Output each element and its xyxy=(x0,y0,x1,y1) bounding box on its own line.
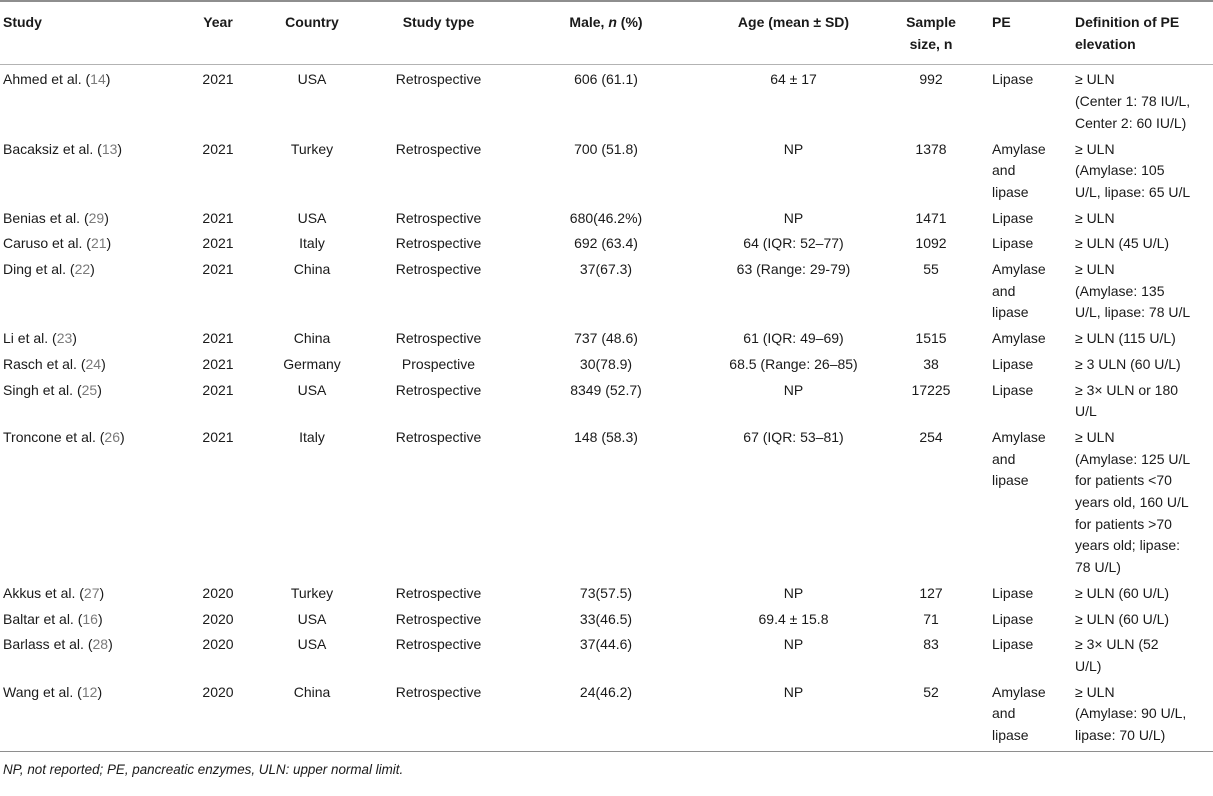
study-cell xyxy=(0,423,183,579)
year-cell: 2020 xyxy=(202,610,234,627)
study-name: Ding et al. ( xyxy=(3,261,75,278)
study-type-cell: Retrospective xyxy=(395,71,482,88)
pe-line: Lipase xyxy=(992,355,1034,372)
definition-cell xyxy=(1072,605,1213,631)
reference-close: ) xyxy=(106,235,112,252)
definition-line: ≥ ULN (60 U/L) xyxy=(1075,584,1170,601)
pe-cell xyxy=(981,630,1072,677)
definition-line: (Amylase: 90 U/L, xyxy=(1075,705,1187,722)
study-name: Bacaksiz et al. ( xyxy=(3,140,102,157)
pe-line: and xyxy=(992,450,1016,467)
definition-line: U/L, lipase: 78 U/L xyxy=(1075,304,1191,321)
pe-cell xyxy=(981,423,1072,579)
study-name: Ahmed et al. ( xyxy=(3,71,91,88)
pe-line: lipase xyxy=(992,472,1029,489)
table-row xyxy=(0,324,1213,350)
age-cell: 68.5 (Range: 26–85) xyxy=(729,355,858,372)
reference-link[interactable]: 22 xyxy=(74,261,91,278)
pe-line: and xyxy=(992,162,1016,179)
study-cell xyxy=(0,605,183,631)
male-cell: 148 (58.3) xyxy=(574,428,638,445)
age-cell: NP xyxy=(706,678,881,752)
pe-line: Amylase xyxy=(992,140,1046,157)
definition-line: 78 U/L) xyxy=(1075,559,1121,576)
study-type-cell: Retrospective xyxy=(395,330,482,347)
pe-line: Amylase xyxy=(992,683,1046,700)
sample-size-cell: 83 xyxy=(923,636,939,653)
table-row xyxy=(0,423,1213,579)
reference-close: ) xyxy=(97,683,103,700)
study-name: Li et al. ( xyxy=(3,330,57,347)
definition-cell xyxy=(1072,376,1213,423)
sample-size-cell: 17225 xyxy=(911,381,951,398)
study-type-cell: Retrospective xyxy=(395,140,482,157)
reference-link[interactable]: 12 xyxy=(81,683,98,700)
sample-size-cell: 71 xyxy=(923,610,939,627)
study-type-cell: Retrospective xyxy=(395,428,482,445)
header-male-prefix: Male, xyxy=(569,14,609,30)
pe-line: lipase xyxy=(992,727,1029,744)
header-definition-line1: Definition of PE xyxy=(1075,14,1180,30)
sample-size-cell: 52 xyxy=(881,678,981,752)
table-row xyxy=(0,135,1213,204)
age-cell: NP xyxy=(783,140,804,157)
study-name: Caruso et al. ( xyxy=(3,235,91,252)
country-cell: Italy xyxy=(299,235,325,252)
reference-close: ) xyxy=(97,381,102,398)
male-cell: 30(78.9) xyxy=(579,355,633,372)
definition-cell xyxy=(1072,324,1213,350)
definition-cell xyxy=(1072,630,1213,677)
age-cell: NP xyxy=(783,381,804,398)
reference-close: ) xyxy=(120,428,125,445)
table-row xyxy=(0,579,1213,605)
country-cell: Germany xyxy=(283,355,341,372)
definition-line: (Amylase: 125 U/L xyxy=(1075,450,1191,467)
age-cell: NP xyxy=(783,584,804,601)
header-definition xyxy=(1072,1,1213,65)
definition-line: U/L xyxy=(1075,403,1097,420)
study-type-cell: Retrospective xyxy=(395,610,482,627)
male-cell: 73(57.5) xyxy=(579,584,633,601)
header-sample-line2: size, n xyxy=(909,35,953,52)
reference-close: ) xyxy=(99,584,105,601)
country-cell: USA xyxy=(297,71,327,88)
pe-line: Lipase xyxy=(992,636,1034,653)
age-cell: 63 (Range: 29-79) xyxy=(736,261,851,278)
table-row xyxy=(0,65,1213,135)
pe-cell xyxy=(981,605,1072,631)
pe-line: Amylase xyxy=(992,428,1046,445)
definition-line: ≥ ULN xyxy=(1075,140,1115,157)
year-cell: 2021 xyxy=(202,381,234,398)
pe-line: Lipase xyxy=(992,381,1034,398)
table-row xyxy=(0,255,1213,324)
reference-close: ) xyxy=(101,355,106,372)
study-name: Troncone et al. ( xyxy=(3,428,105,445)
header-year: Year xyxy=(183,1,253,65)
pe-cell xyxy=(981,350,1072,376)
age-cell: 61 (IQR: 49–69) xyxy=(743,330,844,347)
reference-link[interactable]: 25 xyxy=(81,381,98,398)
study-cell xyxy=(0,255,183,324)
pe-cell xyxy=(981,255,1072,324)
pe-line: Amylase xyxy=(992,261,1046,278)
country-cell: Turkey xyxy=(290,140,334,157)
reference-link[interactable]: 26 xyxy=(104,428,120,445)
sample-size-cell: 38 xyxy=(923,355,939,372)
reference-link[interactable]: 21 xyxy=(90,235,107,252)
male-cell: 37(67.3) xyxy=(579,261,633,278)
study-name: Singh et al. ( xyxy=(3,381,82,398)
study-type-cell: Prospective xyxy=(401,355,476,372)
header-sample-size xyxy=(881,1,981,65)
year-cell: 2021 xyxy=(202,140,234,157)
reference-close: ) xyxy=(72,330,77,347)
reference-close: ) xyxy=(105,71,111,88)
male-cell: 692 (63.4) xyxy=(574,235,638,252)
header-male xyxy=(506,1,706,65)
reference-link[interactable]: 27 xyxy=(83,584,100,601)
definition-line: (Amylase: 105 xyxy=(1075,162,1165,179)
table-row xyxy=(0,678,1213,752)
pe-cell xyxy=(981,135,1072,204)
reference-link[interactable]: 28 xyxy=(92,636,109,653)
male-cell: 606 (61.1) xyxy=(574,71,638,88)
pe-cell xyxy=(981,579,1072,605)
reference-link[interactable]: 24 xyxy=(85,355,102,372)
year-cell: 2021 xyxy=(202,71,234,88)
pe-cell xyxy=(981,229,1072,255)
reference-close: ) xyxy=(90,261,95,278)
study-name: Baltar et al. ( xyxy=(3,610,83,627)
definition-line: ≥ 3 ULN (60 U/L) xyxy=(1075,355,1181,372)
table-row xyxy=(0,350,1213,376)
definition-cell xyxy=(1072,255,1213,324)
pe-line: lipase xyxy=(992,304,1029,321)
definition-line: U/L) xyxy=(1075,657,1102,674)
year-cell: 2021 xyxy=(202,330,234,347)
country-cell: USA xyxy=(297,209,327,226)
pe-line: Lipase xyxy=(992,71,1034,88)
definition-cell xyxy=(1072,135,1213,204)
year-cell: 2021 xyxy=(202,235,234,252)
study-cell xyxy=(0,678,183,752)
header-pe: PE xyxy=(981,1,1072,65)
sample-size-cell: 127 xyxy=(919,584,943,601)
country-cell: China xyxy=(293,330,331,347)
definition-cell xyxy=(1072,204,1213,230)
male-cell: 37(44.6) xyxy=(579,636,633,653)
year-cell: 2021 xyxy=(202,428,234,445)
table-row xyxy=(0,376,1213,423)
definition-cell xyxy=(1072,678,1213,752)
table-row xyxy=(0,605,1213,631)
definition-line: (Amylase: 135 xyxy=(1075,282,1165,299)
study-name: Akkus et al. ( xyxy=(3,584,84,601)
male-cell: 8349 (52.7) xyxy=(570,381,642,398)
age-cell: NP xyxy=(783,636,804,653)
study-cell xyxy=(0,324,183,350)
definition-cell xyxy=(1072,350,1213,376)
reference-close: ) xyxy=(104,209,109,226)
table-row xyxy=(0,229,1213,255)
definition-line: lipase: 70 U/L) xyxy=(1075,727,1166,744)
header-study: Study xyxy=(0,1,183,65)
definition-cell xyxy=(1072,65,1213,135)
definition-line: ≥ 3× ULN (52 xyxy=(1075,636,1159,653)
table-row xyxy=(0,630,1213,677)
table-footnote: NP, not reported; PE, pancreatic enzymes, ULN: upper normal limit. xyxy=(3,761,404,777)
header-row xyxy=(0,1,1213,65)
study-cell xyxy=(0,350,183,376)
study-type-cell: Retrospective xyxy=(395,636,482,653)
header-country: Country xyxy=(253,1,371,65)
year-cell: 2021 xyxy=(202,355,234,372)
reference-link[interactable]: 13 xyxy=(101,140,118,157)
study-cell xyxy=(0,376,183,423)
reference-link[interactable]: 29 xyxy=(88,209,105,226)
definition-line: years old, 160 U/L xyxy=(1075,494,1189,511)
study-type-cell: Retrospective xyxy=(395,381,482,398)
year-cell: 2020 xyxy=(202,584,234,601)
age-cell: 69.4 ± 15.8 xyxy=(758,610,829,627)
sample-size-cell: 1378 xyxy=(915,140,947,157)
table-header xyxy=(0,1,1213,65)
header-study-type: Study type xyxy=(371,1,506,65)
study-type-cell: Retrospective xyxy=(395,261,482,278)
definition-line: for patients >70 xyxy=(1075,515,1172,532)
year-cell: 2021 xyxy=(202,261,234,278)
country-cell: Turkey xyxy=(290,584,334,601)
definition-line: (Center 1: 78 IU/L, xyxy=(1075,93,1191,110)
header-age: Age (mean ± SD) xyxy=(706,1,881,65)
study-type-cell: Retrospective xyxy=(395,235,482,252)
pe-cell xyxy=(981,204,1072,230)
reference-link[interactable]: 23 xyxy=(56,330,73,347)
pe-line: Lipase xyxy=(992,209,1034,226)
study-cell xyxy=(0,204,183,230)
definition-line: ≥ ULN (60 U/L) xyxy=(1075,610,1170,627)
study-name: Wang et al. ( xyxy=(3,683,82,700)
study-name: Benias et al. ( xyxy=(3,209,89,226)
pe-line: Amylase xyxy=(992,330,1046,347)
country-cell: China xyxy=(293,261,331,278)
year-cell: 2021 xyxy=(202,209,234,226)
reference-link[interactable]: 16 xyxy=(82,610,98,627)
pe-line: and xyxy=(992,282,1016,299)
definition-line: ≥ ULN (45 U/L) xyxy=(1075,235,1170,252)
year-cell: 2020 xyxy=(183,678,253,752)
definition-cell xyxy=(1072,229,1213,255)
sample-size-cell: 55 xyxy=(923,261,939,278)
study-name: Barlass et al. ( xyxy=(3,636,93,653)
definition-line: ≥ ULN xyxy=(1075,683,1115,700)
study-cell xyxy=(0,229,183,255)
pe-cell xyxy=(981,376,1072,423)
header-male-suffix: (%) xyxy=(616,14,643,30)
age-cell: 64 ± 17 xyxy=(770,71,817,88)
pe-cell xyxy=(981,678,1072,752)
sample-size-cell: 992 xyxy=(919,71,943,88)
sample-size-cell: 1471 xyxy=(915,209,947,226)
sample-size-cell: 1092 xyxy=(915,235,947,252)
reference-link[interactable]: 14 xyxy=(90,71,106,88)
reference-close: ) xyxy=(117,140,123,157)
male-cell: 700 (51.8) xyxy=(574,140,638,157)
country-cell: Italy xyxy=(299,428,325,445)
table-body xyxy=(0,65,1213,751)
pe-cell xyxy=(981,324,1072,350)
reference-close: ) xyxy=(97,610,103,627)
definition-cell xyxy=(1072,423,1213,579)
study-cell xyxy=(0,630,183,677)
pe-line: lipase xyxy=(992,183,1029,200)
definition-line: ≥ ULN xyxy=(1075,428,1115,445)
study-type-cell: Retrospective xyxy=(371,678,506,752)
male-cell: 737 (48.6) xyxy=(574,330,638,347)
study-type-cell: Retrospective xyxy=(395,209,482,226)
year-cell: 2020 xyxy=(202,636,234,653)
country-cell: China xyxy=(253,678,371,752)
header-male-n: n xyxy=(608,14,617,30)
definition-line: years old; lipase: xyxy=(1075,537,1181,554)
study-type-cell: Retrospective xyxy=(395,584,482,601)
age-cell: NP xyxy=(783,209,804,226)
male-cell: 33(46.5) xyxy=(579,610,633,627)
pe-line: Lipase xyxy=(992,584,1034,601)
definition-line: U/L, lipase: 65 U/L xyxy=(1075,183,1191,200)
country-cell: USA xyxy=(297,610,327,627)
pe-line: Lipase xyxy=(992,235,1034,252)
age-cell: 67 (IQR: 53–81) xyxy=(743,428,844,445)
header-definition-line2: elevation xyxy=(1075,35,1136,52)
header-sample-line1: Sample xyxy=(906,14,956,30)
study-cell xyxy=(0,579,183,605)
definition-line: ≥ 3× ULN or 180 xyxy=(1075,381,1179,398)
definition-cell xyxy=(1072,579,1213,605)
definition-line: ≥ ULN xyxy=(1075,261,1115,278)
pe-line: Lipase xyxy=(992,610,1034,627)
sample-size-cell: 1515 xyxy=(915,330,947,347)
male-cell: 680(46.2%) xyxy=(569,209,643,226)
country-cell: USA xyxy=(297,381,327,398)
study-cell xyxy=(0,65,183,135)
definition-line: Center 2: 60 IU/L) xyxy=(1075,114,1187,131)
pe-cell xyxy=(981,65,1072,135)
country-cell: USA xyxy=(297,636,327,653)
study-name: Rasch et al. ( xyxy=(3,355,86,372)
study-cell xyxy=(0,135,183,204)
definition-line: ≥ ULN xyxy=(1075,71,1115,88)
definition-line: for patients <70 xyxy=(1075,472,1172,489)
definition-line: ≥ ULN xyxy=(1075,209,1115,226)
male-cell: 24(46.2) xyxy=(506,678,706,752)
pe-line: and xyxy=(992,705,1016,722)
sample-size-cell: 254 xyxy=(919,428,943,445)
reference-close: ) xyxy=(108,636,113,653)
table-row xyxy=(0,204,1213,230)
age-cell: 64 (IQR: 52–77) xyxy=(743,235,844,252)
definition-line: ≥ ULN (115 U/L) xyxy=(1075,330,1176,347)
